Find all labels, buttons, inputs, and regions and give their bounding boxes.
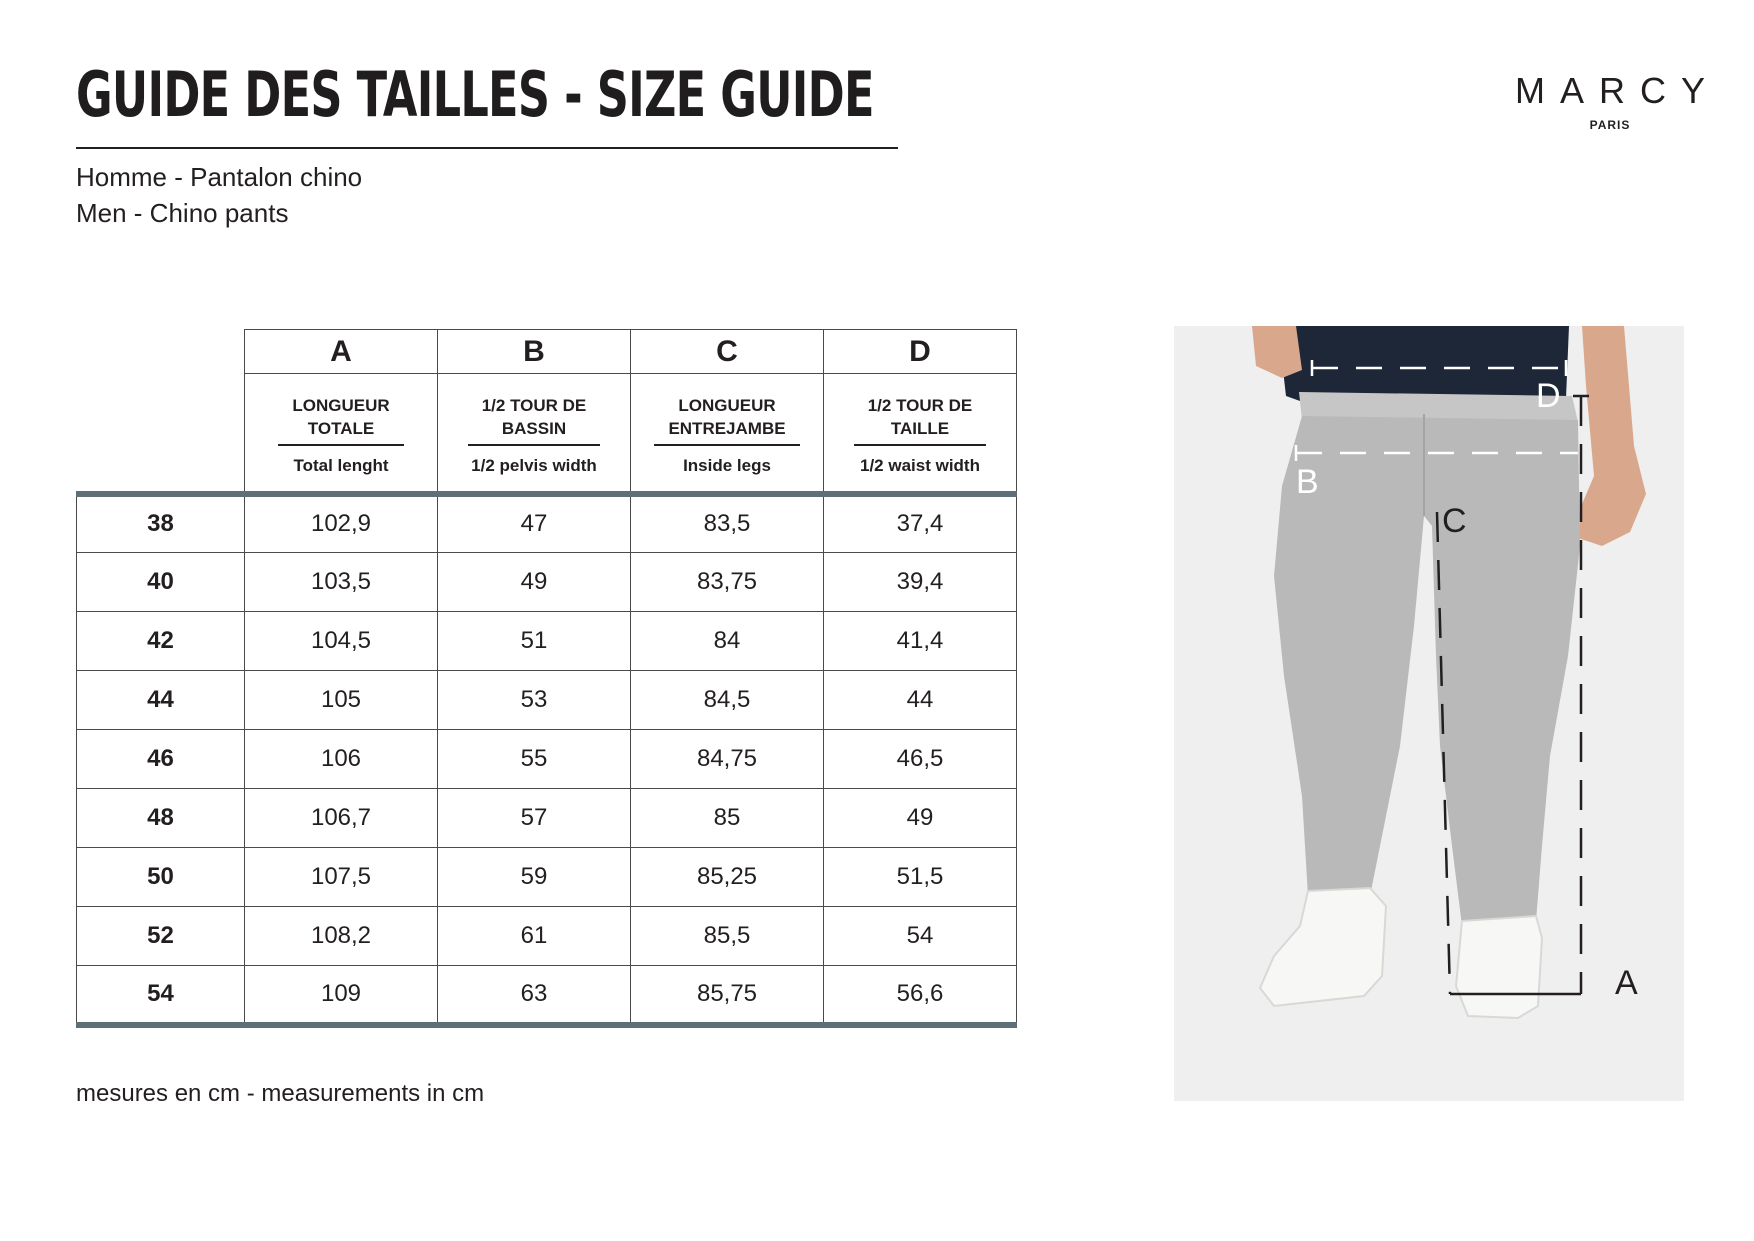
value-cell-c: 85,5: [631, 907, 824, 966]
table-row: [77, 553, 1017, 612]
size-cell: 50: [77, 848, 245, 907]
column-letter-d: D: [824, 330, 1017, 374]
brand-name: MARCY: [1515, 70, 1721, 111]
value-cell-c: 84,75: [631, 730, 824, 789]
table-row: [77, 494, 1017, 553]
size-cell: 54: [77, 966, 245, 1025]
table-row: [77, 966, 1017, 1025]
value-cell-c: 85: [631, 789, 824, 848]
measure-label-c: C: [1442, 502, 1467, 540]
column-letter-c: C: [631, 330, 824, 374]
value-cell-d: 39,4: [824, 553, 1017, 612]
column-label-french: 1/2 TOUR DE BASSIN: [468, 394, 601, 446]
title-underline: [76, 147, 898, 149]
column-letter-a: A: [245, 330, 438, 374]
value-cell-c: 84,5: [631, 671, 824, 730]
size-cell: 42: [77, 612, 245, 671]
column-description-d: [824, 374, 1017, 494]
value-cell-b: 49: [438, 553, 631, 612]
subtitle-english: Men - Chino pants: [76, 198, 289, 228]
column-label-english: 1/2 waist width: [860, 456, 980, 476]
measurement-note: mesures en cm - measurements in cm: [76, 1080, 485, 1107]
value-cell-a: 104,5: [245, 612, 438, 671]
size-cell: 48: [77, 789, 245, 848]
column-description-c: [631, 374, 824, 494]
size-cell: 52: [77, 907, 245, 966]
value-cell-d: 41,4: [824, 612, 1017, 671]
value-cell-c: 83,5: [631, 494, 824, 553]
chino-pants-photo: [1174, 326, 1684, 1101]
column-label-french: LONGUEUR ENTREJAMBE: [654, 394, 799, 446]
value-cell-d: 44: [824, 671, 1017, 730]
table-row: [77, 612, 1017, 671]
value-cell-c: 84: [631, 612, 824, 671]
value-cell-a: 109: [245, 966, 438, 1025]
value-cell-b: 53: [438, 671, 631, 730]
value-cell-b: 51: [438, 612, 631, 671]
value-cell-b: 63: [438, 966, 631, 1025]
column-label-english: Inside legs: [683, 456, 771, 476]
column-label-french: LONGUEUR TOTALE: [278, 394, 403, 446]
value-cell-d: 51,5: [824, 848, 1017, 907]
value-cell-d: 46,5: [824, 730, 1017, 789]
table-row: [77, 848, 1017, 907]
corner-cell: [77, 330, 245, 494]
value-cell-d: 56,6: [824, 966, 1017, 1025]
value-cell-c: 83,75: [631, 553, 824, 612]
column-label-french: 1/2 TOUR DE TAILLE: [854, 394, 987, 446]
value-cell-d: 37,4: [824, 494, 1017, 553]
column-description-a: [245, 374, 438, 494]
page-title: GUIDE DES TAILLES - SIZE GUIDE: [76, 58, 874, 131]
value-cell-b: 61: [438, 907, 631, 966]
value-cell-d: 54: [824, 907, 1017, 966]
value-cell-b: 47: [438, 494, 631, 553]
column-description-b: [438, 374, 631, 494]
column-letter-row: [77, 330, 1017, 374]
size-cell: 38: [77, 494, 245, 553]
value-cell-c: 85,75: [631, 966, 824, 1025]
table-row: [77, 671, 1017, 730]
brand-city: PARIS: [1589, 118, 1631, 132]
table-row: [77, 789, 1017, 848]
table-row: [77, 907, 1017, 966]
value-cell-a: 106,7: [245, 789, 438, 848]
size-cell: 40: [77, 553, 245, 612]
value-cell-b: 57: [438, 789, 631, 848]
value-cell-a: 108,2: [245, 907, 438, 966]
measure-label-a: A: [1615, 964, 1638, 1002]
value-cell-a: 107,5: [245, 848, 438, 907]
value-cell-c: 85,25: [631, 848, 824, 907]
measure-label-d: D: [1536, 377, 1561, 415]
value-cell-a: 102,9: [245, 494, 438, 553]
subtitle-french: Homme - Pantalon chino: [76, 162, 363, 192]
value-cell-d: 49: [824, 789, 1017, 848]
column-letter-b: B: [438, 330, 631, 374]
size-table: [76, 329, 1017, 1028]
value-cell-a: 103,5: [245, 553, 438, 612]
column-label-english: 1/2 pelvis width: [471, 456, 597, 476]
brand-logo: [1500, 70, 1720, 132]
measure-label-b: B: [1296, 463, 1319, 501]
value-cell-a: 106: [245, 730, 438, 789]
value-cell-b: 59: [438, 848, 631, 907]
table-row: [77, 730, 1017, 789]
value-cell-a: 105: [245, 671, 438, 730]
column-label-english: Total lenght: [293, 456, 389, 476]
size-cell: 46: [77, 730, 245, 789]
size-cell: 44: [77, 671, 245, 730]
right-shoe-shape: [1456, 916, 1542, 1018]
value-cell-b: 55: [438, 730, 631, 789]
